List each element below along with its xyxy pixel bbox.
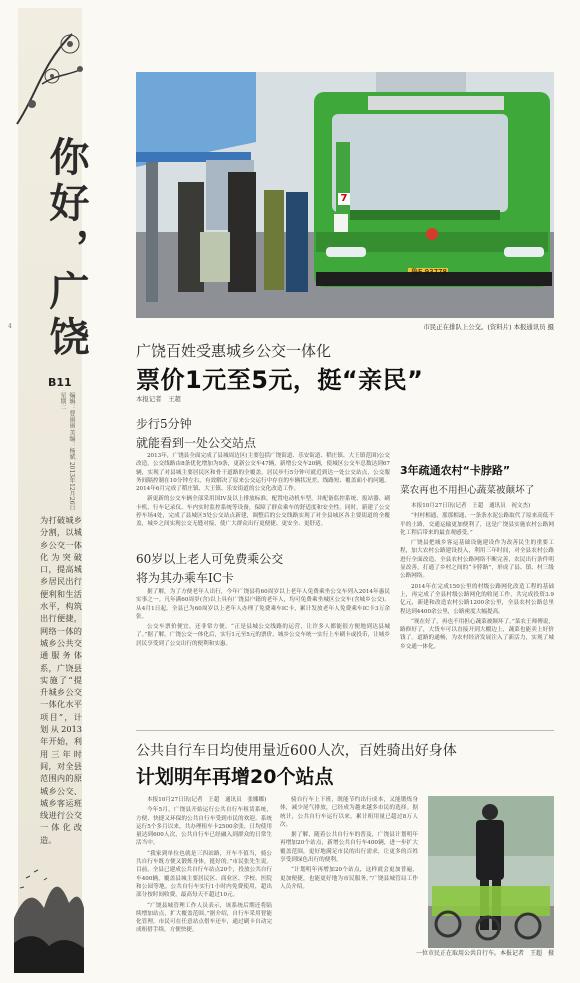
story3-para4: 骑自行车上下班，既能节约出行成本，又能锻炼身体，减少尾气排放，已经成为越来越多市民的选择。据统计，公共自行车运行以来，累计租用量已超过8万人次。 [280,797,418,828]
story1-body-2 [136,588,390,722]
column-title: 你好， [43,136,90,274]
bike-photo [428,796,554,948]
story3-byline: 本报10月27日讯(记者 王超 通讯员 张娜娜) [147,797,267,803]
story3-para3: “广饶县城管理工作人员表示，该系统后期还将陆续增加站点，扩大覆盖范围。”据介绍，自行车采用智能化管理，市民可在任意站点借车还车，通过刷卡自动完成租借手续，方便快捷。 [136,902,272,934]
story3-kicker: 公共自行车日均使用量近600人次，百姓骑出好身体 [136,743,457,759]
page-meta: 编辑：曹丽丽 美编：杨斌 2013年12月26日 星期二 [59,392,75,511]
bus-photo [136,72,554,318]
story3-body-2 [280,796,418,976]
story3-headline: 计划明年再增20个站点 [136,766,334,788]
margin-mark: 4 [8,323,12,330]
column-title-2: 广饶 [43,270,90,362]
story1-kicker: 广饶百姓受惠城乡公交一体化 [136,342,332,360]
story1-subhead-1a: 步行5分钟 [136,417,192,431]
page-number: B11 [48,376,72,389]
ink-landscape-icon [14,848,84,973]
bus-route-number: 7 [338,193,350,205]
story2-para3: 2014年在完成150公里的村级公路网化改造工程的基础上，再完成了全县村级公路网化的收尾工作，共完成投资3.9亿元，新建和改造农村公路1200余公里，全县农村公路总里程达到4400余公里，公路密度大幅提高。 [400,583,554,615]
story1-subhead-2b: 将为其办乘车IC卡 [136,571,234,585]
story3-para1: 今年5月，广饶县开始运行公共自行车租赁系统，方便、快捷又环保的公共自行车受到市民的欢迎。系统运行5个多月以来，共办理租车卡2500余张，日均使用量达到600人次，公共自行车已经融入到群众的日常生活当中。 [136,807,272,847]
story3-body-1 [136,796,272,976]
story1-para4: 公交车票价便宜，还非常方便。“正是县城公交线路的运营，让许多人都能很方便地到达县城了。”据了解，广饶公交一体化后，实行1元至5元的票价，城乡公交车统一实行上车刷卡或投币，让城乡居民享受到了公交出行的便利和实惠。 [136,624,390,647]
story1-para2: 新更新的公交车辆全部采用国IV及以上排放标准，配置电动机车型，并配备监控系统、报站器、刷卡机、行车记录仪、车内实时监控系统等设备，保障了群众乘车的舒适度和安全性。同时，新建了公交停车场4处，完成了县城区5处公交站点新建，调整后的公交线路实现了对全县城区各主要街道的全覆盖，城乡之间实现公交无缝对接，使广大群众出行更便捷、更安全、更舒适。 [136,496,390,528]
story1-byline: 本报记者 王超 [136,395,181,403]
story1-headline: 票价1元至5元，挺“亲民” [136,366,424,394]
story3-para2: “我家到单位也就是三四站路，开车不值当，骑公共自行车既方便又锻炼身体，挺好的。”市民张先生说。目前，全县已建成公共自行车站点20个，投放公共自行车400辆，覆盖县城主要居民区、商业区、学校、医院和公园等地。公共自行车实行1小时内免费使用，超出部分按时间收费，最高每天不超过10元。 [136,850,272,899]
section-column [8,8,90,973]
story3-para6: “计划明年再增加20个站点，这样就会更加普遍，更加便捷，也能更好地为市民服务。”广饶县城管局工作人员介绍。 [280,867,418,890]
story1-subhead-2a: 60岁以上老人可免费乘公交 [136,552,284,566]
story1-subhead-1b: 就能看到一处公交站点 [136,436,257,450]
photo-caption: 市民正在排队上公交。(资料片) 本报通讯员 摄 [423,323,554,331]
story2-body [400,502,554,714]
bike-photo-caption: 一位市民正在取用公共自行车。本报记者 王超 摄 [415,950,554,957]
story2-para1: “村村相通，那那相通，一条条水泥公路取代了原来高低不平的土路，交通运输更加便利了，这是广饶县实施农村公路网化工程后带来的最直观感受。” [400,513,554,536]
story1-para3: 据了解，为了方便老年人出行，今年广饶县将60周岁以上老年人免费乘坐公交车列入2014年惠民实事之一。凡年满60周岁(含)以上具有广饶县户籍的老年人，均可免费乘坐城区公交车(含城乡公交)。从4月1日起，全县已为60周岁以上老年人办理了免费乘车IC卡，累计发放老年人免费乘车IC卡3万余张。 [136,589,390,620]
story2-headline: 3年疏通农村“卡脖路” [400,464,511,477]
story3-para5: 据了解，随着公共自行车的普及，广饶县计划明年再增加20个站点，新增公共自行车400辆，进一步扩大覆盖范围，更好地满足市民的出行需求，让更多的百姓享受到绿色出行的便利。 [280,832,418,864]
story1-body-1 [136,452,390,542]
story2-para4: “现在好了，再也不用担心蔬菜被颠坏了。”菜农王师傅说，路修好了，大货车可以直接开到大棚边上，蔬菜也能卖上好价钱了。道路的通畅，为农村经济发展注入了新活力，实现了城乡交通一体化。 [400,618,554,650]
story2-subhead: 菜农再也不用担心蔬菜被颠坏了 [400,485,535,496]
section-divider [136,730,554,731]
story2-para2: 广饶县把城乡客运基础设施建设作为改善民生的重要工程，加大农村公路建设投入，利用三年时间，对全县农村公路进行全面改造。全县农村公路网络不断完善，农民出行条件明显改善，打通了乡村之间的“卡脖路”，形成了县、镇、村三级公路网络。 [400,540,554,580]
plum-blossom-icon [12,14,92,134]
story1-para1: 2013年，广饶县全面完成了县城周边区(主要包括广饶街道、乐安街道、稻庄镇、大王镇范围)公交改造。公交线路由8条优化增加为9条，更新公交车47辆，新增公交车20辆，使城区公交车总数达到67辆，实现了对县城主要居民区和骨干道路的全覆盖。居民步行5分钟可就近到达一处公交站点，公交服务间隔控制在10分钟左右，有效解决了原来公交运行中存在的车辆状况差、线路短、覆盖面小的问题。2014年6月完成了稻庄镇、大王镇、乐安街道的公交化改造工作。 [136,453,390,493]
bus-plate: 鲁E 93778 [411,268,447,276]
column-intro: 为打破城乡分割，以城乡公交一体化为突破口，提高城乡居民出行便利和生活水平，构筑出行便捷，网络一体的城乡公共交通服务体系，广饶县实施了“提升城乡公交一体化水平项目”，计划从2013年开始，利用三年时间，对全县范围内的原城乡公交、城乡客运班线进行公交一体化改造。 [40,515,82,845]
story2-byline: 本报10月27日讯(记者 王超 通讯员 祝文杰) [411,503,531,509]
